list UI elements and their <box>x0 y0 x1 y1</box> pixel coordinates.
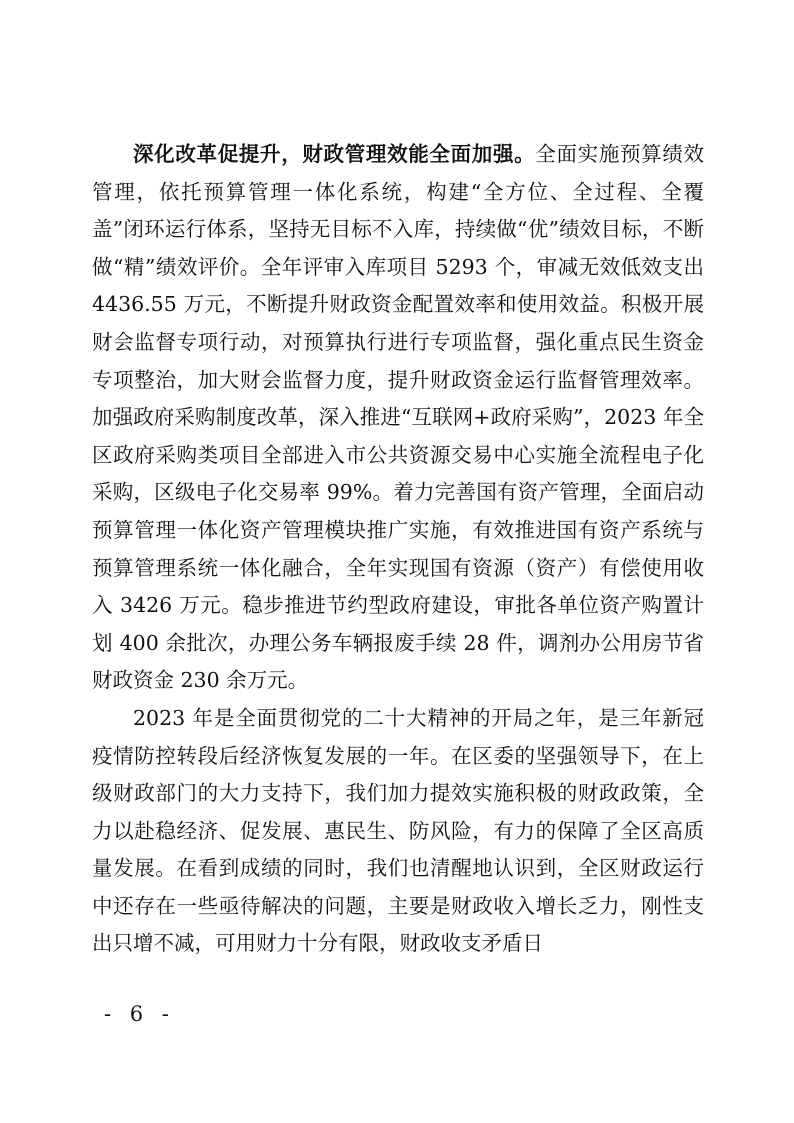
paragraph-lead-heading: 深化改革促提升，财政管理效能全面加强。 <box>133 142 536 166</box>
paragraph-text: 2023 年是全面贯彻党的二十大精神的开局之年，是三年新冠疫情防控转段后经济恢复发展的一年。在区委的坚强领导下，在上级财政部门的大力支持下，我们加力提效实施积极的财政政策，全力以赴稳经济、促发展、惠民生、防风险，有力的保障了全区高质量发展。在看到成绩的同时，我们也清醒地认识到，全区财政运行中还存在一些亟待解决的问题，主要是财政收入增长乏力，刚性支出只增不减，可用财力十分有限，财政收支矛盾日 <box>92 705 704 956</box>
paragraph-text: 全面实施预算绩效管理，依托预算管理一体化系统，构建“全方位、全过程、全覆盖”闭环运行体系，坚持无目标不入库，持续做“优”绩效目标，不断做“精”绩效评价。全年评审入库项目 5293 个，审减无效低效支出 4436.55 万元，不断提升财政资金配置效率和使用效益。积极开展财会监督专项行动，对预算执行进行专项监督，强化重点民生资金专项整治，加大财会监督力度，提升财政资金运行监督管理效率。加强政府采购制度改革，深入推进“互联网+政府采购”，2023 年全区政府采购类项目全部进入市公共资源交易中心实施全流程电子化采购，区级电子化交易率 99%。着力完善国有资产管理，全面启动预算管理一体化资产管理模块推广实施，有效推进国有资产系统与预算管理系统一体化融合，全年实现国有资源（资产）有偿使用收入 3426 万元。稳步推进节约型政府建设，审批各单位资产购置计划 400 余批次，办理公务车辆报废手续 28 件，调剂办公用房节省财政资金 230 余万元。 <box>92 142 705 693</box>
paragraph-fiscal-reform <box>92 136 704 700</box>
paragraph-2023-summary <box>92 700 704 963</box>
document-body <box>92 136 704 963</box>
page-number: - 6 - <box>104 1002 175 1026</box>
